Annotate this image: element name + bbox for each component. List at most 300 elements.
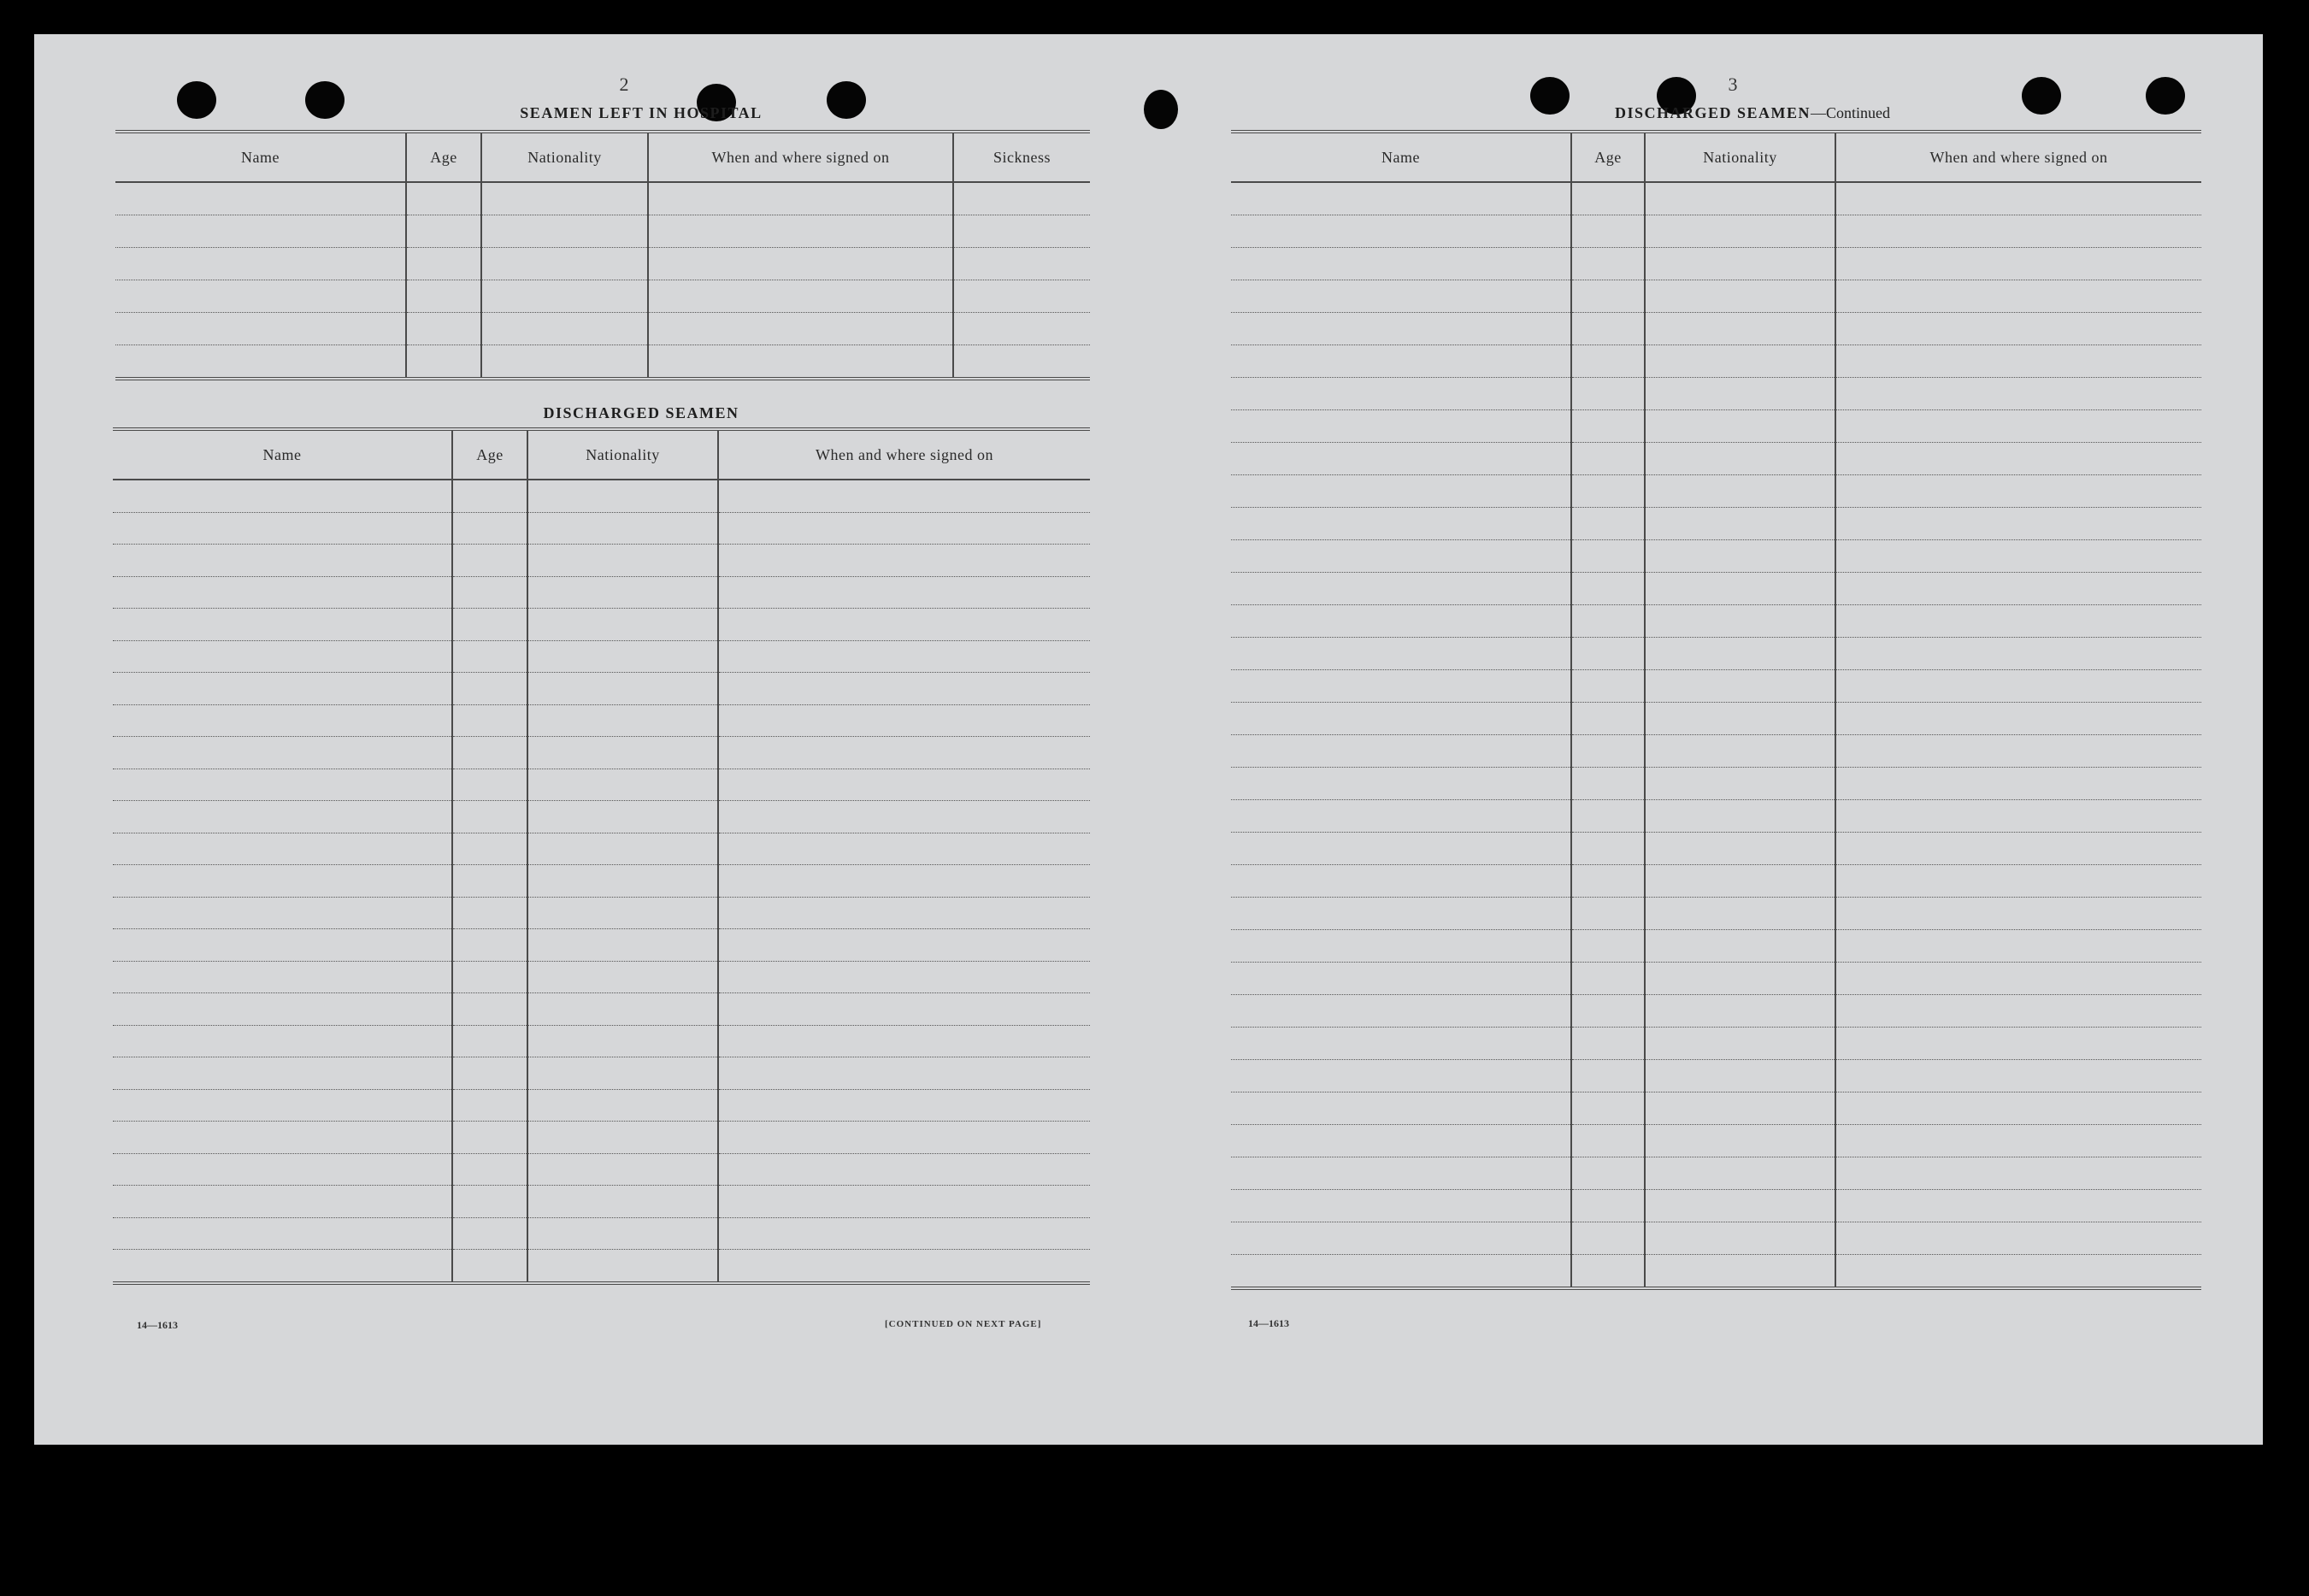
blank-cell xyxy=(1231,1222,1571,1255)
table-row xyxy=(1231,280,2201,313)
blank-cell xyxy=(113,512,452,545)
blank-cell xyxy=(1571,898,1645,930)
ledger-sheet xyxy=(34,34,2263,1445)
blank-cell xyxy=(527,609,718,641)
blank-cell xyxy=(1835,898,2201,930)
table-row xyxy=(1231,800,2201,833)
blank-cell xyxy=(1645,963,1835,995)
blank-cell xyxy=(113,1153,452,1186)
blank-cell xyxy=(1231,735,1571,768)
blank-cell xyxy=(953,280,1090,313)
blank-cell xyxy=(1645,248,1835,280)
blank-cell xyxy=(953,313,1090,345)
blank-cell xyxy=(1645,1125,1835,1157)
column-header-signed-on: When and where signed on xyxy=(1835,132,2201,182)
blank-cell xyxy=(648,280,953,313)
blank-cell xyxy=(452,576,527,609)
blank-cell xyxy=(527,737,718,769)
blank-cell xyxy=(718,993,1090,1026)
table-row xyxy=(113,1186,1090,1218)
table-row xyxy=(113,704,1090,737)
table-row xyxy=(113,897,1090,929)
table-row xyxy=(115,215,1090,248)
blank-cell xyxy=(452,1250,527,1283)
blank-cell xyxy=(1835,703,2201,735)
blank-cell xyxy=(1231,410,1571,443)
table-row xyxy=(1231,703,2201,735)
table-row xyxy=(113,801,1090,833)
blank-cell xyxy=(481,345,648,380)
blank-cell xyxy=(718,704,1090,737)
table-row xyxy=(1231,182,2201,215)
table-row xyxy=(1231,573,2201,605)
blank-cell xyxy=(1571,1060,1645,1092)
blank-cell xyxy=(527,1186,718,1218)
continued-suffix: —Continued xyxy=(1811,104,1891,121)
blank-cell xyxy=(648,182,953,215)
blank-cell xyxy=(1835,1157,2201,1190)
table-row xyxy=(113,1122,1090,1154)
blank-cell xyxy=(452,640,527,673)
blank-cell xyxy=(113,961,452,993)
blank-cell xyxy=(953,248,1090,280)
blank-cell xyxy=(1231,833,1571,865)
table-row xyxy=(1231,735,2201,768)
blank-cell xyxy=(527,1089,718,1122)
blank-cell xyxy=(481,182,648,215)
table-row xyxy=(1231,638,2201,670)
blank-cell xyxy=(1571,1125,1645,1157)
blank-cell xyxy=(452,673,527,705)
table-row xyxy=(113,929,1090,962)
table-row xyxy=(1231,1060,2201,1092)
table-row xyxy=(1231,345,2201,378)
blank-cell xyxy=(406,313,481,345)
blank-cell xyxy=(1231,605,1571,638)
blank-cell xyxy=(1645,280,1835,313)
blank-cell xyxy=(1571,638,1645,670)
blank-cell xyxy=(1571,475,1645,508)
blank-cell xyxy=(1231,475,1571,508)
blank-cell xyxy=(718,961,1090,993)
blank-cell xyxy=(527,833,718,865)
table-row xyxy=(1231,410,2201,443)
blank-cell xyxy=(406,215,481,248)
blank-cell xyxy=(115,182,406,215)
blank-cell xyxy=(1835,638,2201,670)
blank-cell xyxy=(406,280,481,313)
blank-cell xyxy=(1231,443,1571,475)
table-row xyxy=(1231,475,2201,508)
blank-cell xyxy=(1835,1190,2201,1222)
blank-cell xyxy=(527,1250,718,1283)
blank-cell xyxy=(1571,1028,1645,1060)
table-row xyxy=(1231,215,2201,248)
blank-cell xyxy=(452,801,527,833)
table-row xyxy=(1231,540,2201,573)
blank-cell xyxy=(113,640,452,673)
table-row xyxy=(1231,313,2201,345)
column-header-signed-on: When and where signed on xyxy=(718,429,1090,480)
table-row xyxy=(115,182,1090,215)
blank-cell xyxy=(113,801,452,833)
blank-cell xyxy=(113,737,452,769)
blank-cell xyxy=(1571,443,1645,475)
table-row xyxy=(1231,963,2201,995)
blank-cell xyxy=(527,512,718,545)
blank-cell xyxy=(1835,378,2201,410)
blank-cell xyxy=(718,512,1090,545)
blank-cell xyxy=(113,1217,452,1250)
column-header-name: Name xyxy=(1231,132,1571,182)
column-header-age: Age xyxy=(452,429,527,480)
blank-cell xyxy=(452,993,527,1026)
blank-cell xyxy=(1231,1060,1571,1092)
blank-cell xyxy=(527,769,718,801)
blank-cell xyxy=(1231,378,1571,410)
blank-cell xyxy=(1835,215,2201,248)
blank-cell xyxy=(1835,280,2201,313)
blank-cell xyxy=(718,737,1090,769)
blank-cell xyxy=(527,1217,718,1250)
blank-cell xyxy=(452,1153,527,1186)
column-header-age: Age xyxy=(406,132,481,182)
blank-cell xyxy=(1835,410,2201,443)
form-code-right: 14—1613 xyxy=(1248,1317,1289,1329)
blank-cell xyxy=(527,1057,718,1090)
blank-cell xyxy=(718,1122,1090,1154)
blank-cell xyxy=(1231,898,1571,930)
column-header-name: Name xyxy=(113,429,452,480)
blank-cell xyxy=(1645,215,1835,248)
blank-cell xyxy=(1645,182,1835,215)
blank-cell xyxy=(113,609,452,641)
blank-cell xyxy=(1645,1092,1835,1125)
blank-cell xyxy=(1231,215,1571,248)
blank-cell xyxy=(1835,1125,2201,1157)
table-row xyxy=(115,313,1090,345)
blank-cell xyxy=(1231,1255,1571,1289)
blank-cell xyxy=(481,248,648,280)
blank-cell xyxy=(718,801,1090,833)
blank-cell xyxy=(1835,540,2201,573)
table-row xyxy=(113,1025,1090,1057)
blank-cell xyxy=(1231,995,1571,1028)
blank-cell xyxy=(718,929,1090,962)
blank-cell xyxy=(1571,963,1645,995)
blank-cell xyxy=(1571,215,1645,248)
blank-cell xyxy=(1835,735,2201,768)
blank-cell xyxy=(452,1217,527,1250)
blank-cell xyxy=(1835,605,2201,638)
blank-cell xyxy=(1835,508,2201,540)
table-row xyxy=(1231,865,2201,898)
blank-cell xyxy=(1571,930,1645,963)
blank-cell xyxy=(452,512,527,545)
table-row xyxy=(113,1217,1090,1250)
blank-cell xyxy=(1645,703,1835,735)
blank-cell xyxy=(1835,182,2201,215)
blank-cell xyxy=(1835,995,2201,1028)
blank-cell xyxy=(1645,345,1835,378)
table-row xyxy=(113,1057,1090,1090)
blank-cell xyxy=(1571,1157,1645,1190)
table-row xyxy=(1231,1222,2201,1255)
table-row xyxy=(113,576,1090,609)
blank-cell xyxy=(1571,378,1645,410)
blank-cell xyxy=(1231,345,1571,378)
blank-cell xyxy=(1835,248,2201,280)
table-row xyxy=(1231,768,2201,800)
blank-cell xyxy=(1835,475,2201,508)
blank-cell xyxy=(1645,540,1835,573)
blank-cell xyxy=(648,313,953,345)
blank-cell xyxy=(1645,378,1835,410)
blank-cell xyxy=(1645,475,1835,508)
blank-cell xyxy=(1231,670,1571,703)
blank-cell xyxy=(406,248,481,280)
blank-cell xyxy=(113,1186,452,1218)
table-row xyxy=(1231,833,2201,865)
blank-cell xyxy=(1835,573,2201,605)
blank-cell xyxy=(718,640,1090,673)
blank-cell xyxy=(452,961,527,993)
column-header-nationality: Nationality xyxy=(1645,132,1835,182)
table-row xyxy=(115,345,1090,380)
blank-cell xyxy=(1231,963,1571,995)
blank-cell xyxy=(452,480,527,512)
blank-cell xyxy=(115,280,406,313)
blank-cell xyxy=(718,897,1090,929)
blank-cell xyxy=(1231,1125,1571,1157)
table-row xyxy=(1231,378,2201,410)
continued-note: [CONTINUED ON NEXT PAGE] xyxy=(885,1319,1042,1329)
blank-cell xyxy=(1231,865,1571,898)
column-header-nationality: Nationality xyxy=(481,132,648,182)
blank-cell xyxy=(1231,930,1571,963)
table-row xyxy=(1231,1157,2201,1190)
blank-cell xyxy=(1645,313,1835,345)
blank-cell xyxy=(452,769,527,801)
blank-cell xyxy=(1835,345,2201,378)
discharged-section-title: DISCHARGED SEAMEN xyxy=(543,404,739,421)
blank-cell xyxy=(527,576,718,609)
discharged-table-right xyxy=(1231,130,2201,1290)
blank-cell xyxy=(1231,540,1571,573)
blank-cell xyxy=(1571,670,1645,703)
blank-cell xyxy=(718,833,1090,865)
blank-cell xyxy=(115,345,406,380)
blank-cell xyxy=(1835,443,2201,475)
table-row xyxy=(1231,605,2201,638)
blank-cell xyxy=(1231,182,1571,215)
blank-cell xyxy=(1231,248,1571,280)
blank-cell xyxy=(1231,703,1571,735)
blank-cell xyxy=(1645,1060,1835,1092)
discharged-continued-title-main: DISCHARGED SEAMEN xyxy=(1614,104,1811,121)
blank-cell xyxy=(1835,1222,2201,1255)
blank-cell xyxy=(113,897,452,929)
blank-cell xyxy=(113,993,452,1026)
blank-cell xyxy=(115,313,406,345)
blank-cell xyxy=(1231,800,1571,833)
blank-cell xyxy=(527,1153,718,1186)
punch-hole xyxy=(1144,90,1178,129)
blank-cell xyxy=(1645,1222,1835,1255)
blank-cell xyxy=(1835,1255,2201,1289)
blank-cell xyxy=(1835,800,2201,833)
blank-cell xyxy=(113,673,452,705)
blank-cell xyxy=(1645,573,1835,605)
discharged-table-left xyxy=(113,427,1090,1285)
blank-cell xyxy=(1231,280,1571,313)
blank-cell xyxy=(115,215,406,248)
blank-cell xyxy=(113,1057,452,1090)
table-row xyxy=(113,545,1090,577)
blank-cell xyxy=(452,865,527,898)
table-row xyxy=(1231,1255,2201,1289)
blank-cell xyxy=(1645,508,1835,540)
blank-cell xyxy=(406,182,481,215)
page-number-right: 3 xyxy=(1728,74,1738,95)
blank-cell xyxy=(113,769,452,801)
blank-cell xyxy=(953,182,1090,215)
blank-cell xyxy=(527,545,718,577)
blank-cell xyxy=(718,1153,1090,1186)
table-row xyxy=(113,609,1090,641)
punch-hole xyxy=(177,81,216,119)
blank-cell xyxy=(1645,443,1835,475)
blank-cell xyxy=(1645,995,1835,1028)
hospital-section-title: SEAMEN LEFT IN HOSPITAL xyxy=(520,104,763,121)
blank-cell xyxy=(406,345,481,380)
blank-cell xyxy=(527,961,718,993)
table-row xyxy=(113,512,1090,545)
column-header-name: Name xyxy=(115,132,406,182)
blank-cell xyxy=(718,1217,1090,1250)
blank-cell xyxy=(527,801,718,833)
blank-cell xyxy=(452,1057,527,1090)
table-row xyxy=(1231,1028,2201,1060)
blank-cell xyxy=(718,1186,1090,1218)
blank-cell xyxy=(1571,313,1645,345)
blank-cell xyxy=(452,1089,527,1122)
blank-cell xyxy=(718,480,1090,512)
blank-cell xyxy=(1571,540,1645,573)
table-row xyxy=(113,1250,1090,1283)
blank-cell xyxy=(1571,1255,1645,1289)
blank-cell xyxy=(1835,865,2201,898)
blank-cell xyxy=(1835,1060,2201,1092)
table-row xyxy=(1231,1092,2201,1125)
table-row xyxy=(113,833,1090,865)
blank-cell xyxy=(953,345,1090,380)
table-row xyxy=(115,280,1090,313)
blank-cell xyxy=(1571,865,1645,898)
blank-cell xyxy=(1645,800,1835,833)
blank-cell xyxy=(1835,1028,2201,1060)
table-row xyxy=(1231,1125,2201,1157)
blank-cell xyxy=(648,345,953,380)
blank-cell xyxy=(1231,1092,1571,1125)
blank-cell xyxy=(718,673,1090,705)
blank-cell xyxy=(1571,182,1645,215)
table-row xyxy=(113,993,1090,1026)
discharged-continued-title xyxy=(1539,104,1966,122)
blank-cell xyxy=(452,704,527,737)
blank-cell xyxy=(113,929,452,962)
table-row xyxy=(113,480,1090,512)
blank-cell xyxy=(1645,898,1835,930)
column-header-nationality: Nationality xyxy=(527,429,718,480)
blank-cell xyxy=(527,480,718,512)
blank-cell xyxy=(1571,248,1645,280)
blank-cell xyxy=(1571,605,1645,638)
blank-cell xyxy=(1231,313,1571,345)
blank-cell xyxy=(527,1025,718,1057)
blank-cell xyxy=(527,993,718,1026)
blank-cell xyxy=(1835,963,2201,995)
table-row xyxy=(113,769,1090,801)
form-code-left: 14—1613 xyxy=(137,1319,178,1331)
punch-hole xyxy=(2022,77,2061,115)
blank-cell xyxy=(953,215,1090,248)
blank-cell xyxy=(718,769,1090,801)
table-row xyxy=(115,248,1090,280)
blank-cell xyxy=(1835,313,2201,345)
blank-cell xyxy=(1571,833,1645,865)
blank-cell xyxy=(452,1186,527,1218)
blank-cell xyxy=(527,704,718,737)
blank-cell xyxy=(1571,995,1645,1028)
blank-cell xyxy=(527,897,718,929)
blank-cell xyxy=(1645,865,1835,898)
blank-cell xyxy=(113,1122,452,1154)
blank-cell xyxy=(718,576,1090,609)
blank-cell xyxy=(113,576,452,609)
column-header-sickness: Sickness xyxy=(953,132,1090,182)
blank-cell xyxy=(113,545,452,577)
blank-cell xyxy=(481,215,648,248)
blank-cell xyxy=(1231,573,1571,605)
blank-cell xyxy=(718,545,1090,577)
blank-cell xyxy=(1571,703,1645,735)
table-row xyxy=(113,737,1090,769)
table-row xyxy=(1231,443,2201,475)
table-row xyxy=(1231,670,2201,703)
table-row xyxy=(1231,248,2201,280)
blank-cell xyxy=(1571,800,1645,833)
hospital-table xyxy=(115,130,1090,380)
blank-cell xyxy=(1231,768,1571,800)
blank-cell xyxy=(113,704,452,737)
blank-cell xyxy=(1835,833,2201,865)
blank-cell xyxy=(718,1057,1090,1090)
table-row xyxy=(1231,930,2201,963)
blank-cell xyxy=(452,929,527,962)
blank-cell xyxy=(1645,930,1835,963)
blank-cell xyxy=(1231,1157,1571,1190)
blank-cell xyxy=(1571,1092,1645,1125)
blank-cell xyxy=(113,480,452,512)
blank-cell xyxy=(1571,573,1645,605)
blank-cell xyxy=(113,1250,452,1283)
blank-cell xyxy=(1835,768,2201,800)
blank-cell xyxy=(1645,1190,1835,1222)
blank-cell xyxy=(113,1025,452,1057)
blank-cell xyxy=(1571,410,1645,443)
blank-cell xyxy=(452,609,527,641)
